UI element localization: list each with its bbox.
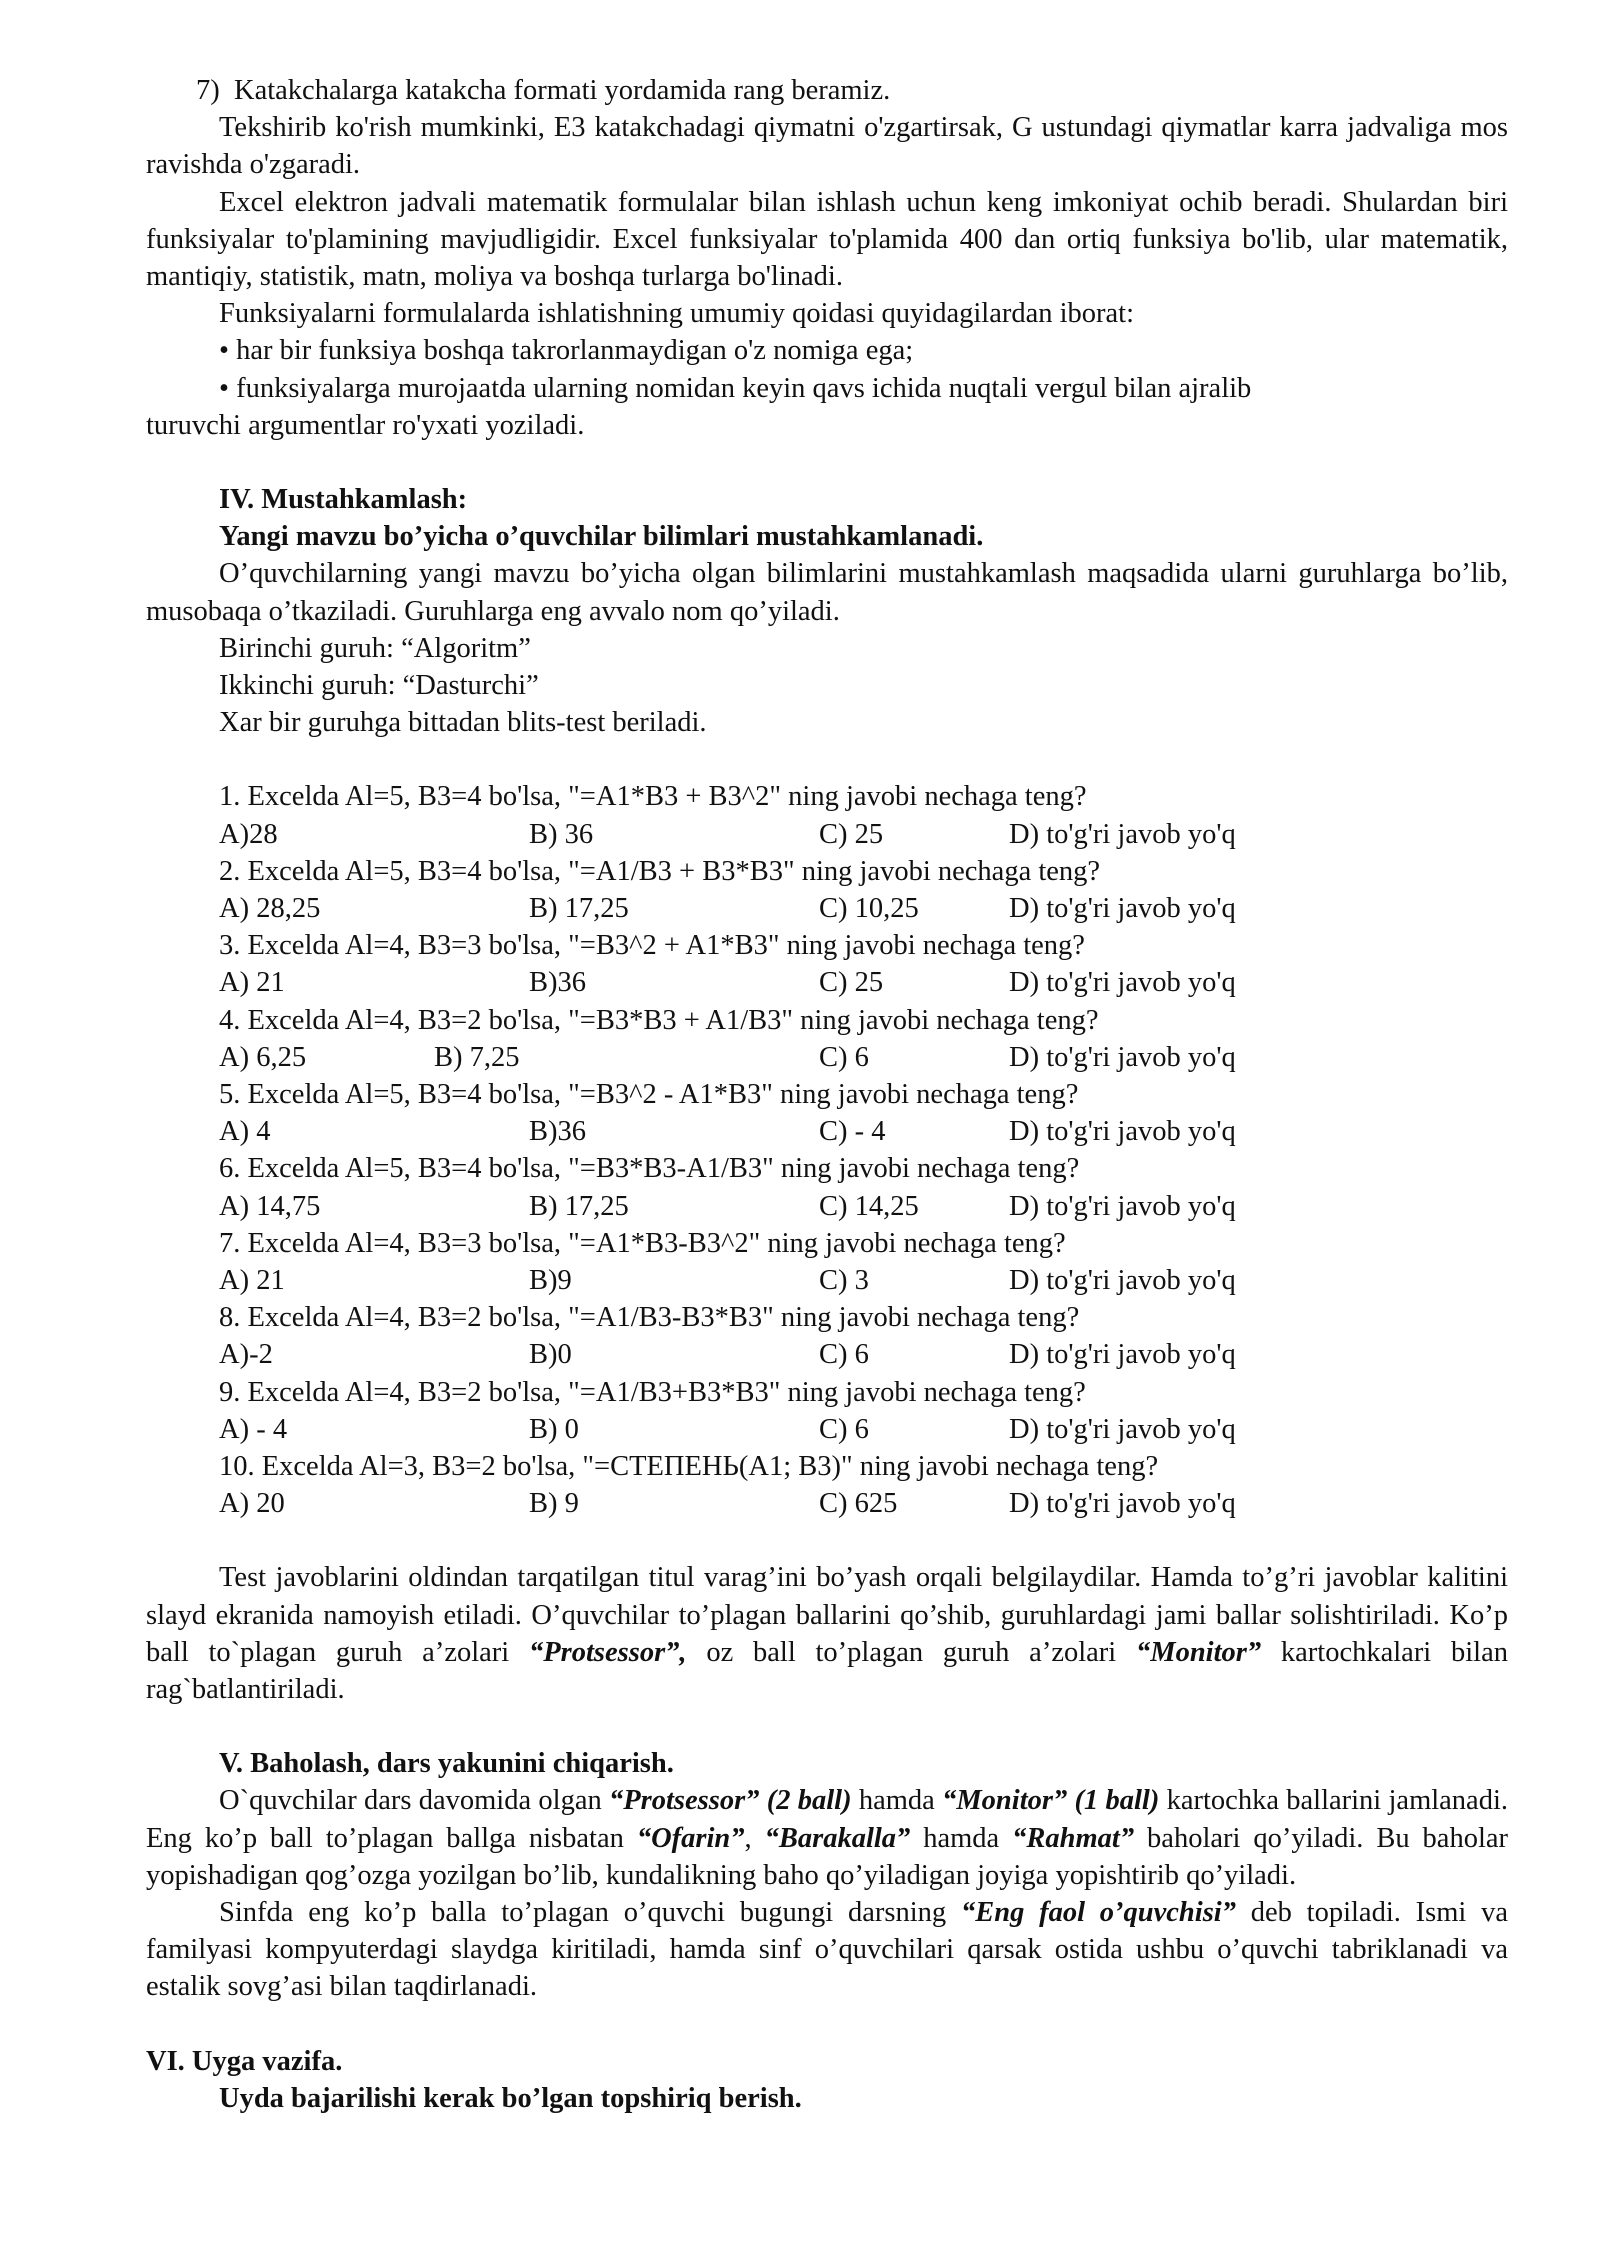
option-c: C) 3 — [819, 1265, 869, 1296]
text-run: Sinfda eng ko’p balla to’plagan o’quvchi bugungi darsning — [219, 1896, 961, 1928]
option-b: B) 0 — [529, 1413, 579, 1445]
option-c: C) 25 — [819, 967, 884, 999]
text-run: baholari qo’yiladi. Bu baholar yopishadigan qog’ozga yozilgan bo’lib, kundalikning baho qo’yiladigan joyiga yopishtirib qo’yiladi. — [146, 1822, 1509, 1891]
quiz-question: 3. Excelda Al=4, B3=3 bo'lsa, "=B3^2 + A1*B3" ning javobi nechaga teng? — [219, 930, 1085, 962]
quiz-question: 9. Excelda Al=4, B3=2 bo'lsa, "=A1/B3+B3*B3" ning javobi nechaga teng? — [219, 1376, 1086, 1408]
option-a: A) 14,75 — [219, 1190, 321, 1222]
option-d: D) to'g'ri javob yo'q — [1009, 967, 1236, 999]
quiz-options — [146, 964, 1508, 1001]
document-page — [146, 72, 1508, 2117]
text-run: oz ball to’plagan guruh a’zolari — [686, 1636, 1136, 1668]
quiz-options — [146, 1411, 1508, 1448]
quiz-question: 4. Excelda Al=4, B3=2 bo'lsa, "=B3*B3 + A1/B3" ning javobi nechaga teng? — [219, 1004, 1099, 1036]
text-run: kartochkalari bilan rag`batlantiriladi. — [146, 1636, 1508, 1705]
quiz-options — [146, 890, 1508, 927]
section-heading: VI. Uyga vazifa. — [146, 2045, 343, 2077]
option-c: C) 6 — [819, 1413, 869, 1445]
bullet-item: • funksiyalarga murojaatda ularning nomidan keyin qavs ichida nuqtali vergul bilan ajralib — [219, 372, 1252, 404]
option-b: B)36 — [529, 1116, 586, 1148]
quiz-list — [146, 778, 1508, 1522]
option-c: C) 625 — [819, 1488, 898, 1520]
option-a: A) - 4 — [219, 1413, 288, 1445]
quiz-options — [146, 1485, 1508, 1522]
quiz-question: 1. Excelda Al=5, B3=4 bo'lsa, "=A1*B3 + B3^2" ning javobi nechaga teng? — [219, 781, 1087, 813]
option-c: C) 25 — [819, 818, 884, 850]
section-heading: V. Baholash, dars yakunini chiqarish. — [219, 1748, 674, 1780]
section-subheading: Yangi mavzu bo’yicha o’quvchilar bilimlari mustahkamlanadi. — [219, 521, 984, 553]
quiz-options — [146, 1336, 1508, 1373]
bullet-item: • har bir funksiya boshqa takrorlanmaydigan o'z nomiga ega; — [219, 335, 914, 367]
option-c: C) 6 — [819, 1041, 869, 1073]
quiz-question: 7. Excelda Al=4, B3=3 bo'lsa, "=A1*B3-B3^2" ning javobi nechaga teng? — [219, 1227, 1066, 1259]
option-a: A) 20 — [219, 1488, 285, 1520]
quiz-options — [146, 816, 1508, 853]
option-d: D) to'g'ri javob yo'q — [1009, 1265, 1236, 1296]
option-a: A)28 — [219, 818, 278, 850]
grade-barakalla: “Barakalla” — [764, 1822, 911, 1854]
option-d: D) to'g'ri javob yo'q — [1009, 893, 1236, 925]
text-run: deb topiladi. Ismi va familyasi kompyuterdagi slaydga kiritiladi, hamda sinf o’quvchilari qarsak ostida ushbu o’quvchi tabriklanadi va estalik sovg’asi bilan taqdirlanadi. — [146, 1896, 1508, 2003]
quiz-question: 8. Excelda Al=4, B3=2 bo'lsa, "=A1/B3-B3*B3" ning javobi nechaga teng? — [219, 1302, 1080, 1334]
grade-rahmat: “Rahmat” — [1012, 1822, 1135, 1854]
title-eng-faol: “Eng faol o’quvchisi” — [960, 1896, 1236, 1928]
option-a: A) 4 — [219, 1116, 271, 1148]
quiz-options — [146, 1039, 1508, 1076]
option-d: D) to'g'ri javob yo'q — [1009, 1190, 1236, 1222]
paragraph: Funksiyalarni formulalarda ishlatishning umumiy qoidasi quyidagilardan iborat: — [219, 298, 1135, 330]
option-d: D) to'g'ri javob yo'q — [1009, 1339, 1236, 1371]
paragraph: Excel elektron jadvali matematik formulalar bilan ishlash uchun keng imkoniyat ochib beradi. Shulardan biri funksiyalar to'plamining mavjudligidir. Excel funksiyalar to'plamida 400 dan ortiq funksiya bo'lib, ular matematik, mantiqiy, statistik, matn, moliya va boshqa turlarga bo'linadi. — [146, 186, 1508, 293]
paragraph: O’quvchilarning yangi mavzu bo’yicha olgan bilimlarini mustahkamlash maqsadida ularni guruhlarga bo’lib, musobaqa o’tkaziladi. Guruhlarga eng avvalo nom qo’yiladi. — [146, 558, 1508, 627]
paragraph — [146, 1894, 1508, 2006]
option-b: B)36 — [529, 967, 586, 999]
option-d: D) to'g'ri javob yo'q — [1009, 1041, 1236, 1073]
card-name-protsessor: “Protsessor”, — [528, 1636, 687, 1668]
paragraph: Xar bir guruhga bittadan blits-test beriladi. — [219, 707, 707, 739]
option-d: D) to'g'ri javob yo'q — [1009, 1488, 1236, 1520]
group-name: Birinchi guruh: “Algoritm” — [219, 632, 531, 664]
option-d: D) to'g'ri javob yo'q — [1009, 1116, 1236, 1148]
quiz-options — [146, 1113, 1508, 1150]
quiz-question: 2. Excelda Al=5, B3=4 bo'lsa, "=A1/B3 + B3*B3" ning javobi nechaga teng? — [219, 855, 1101, 887]
option-b: B) 36 — [529, 818, 594, 850]
option-a: A) 21 — [219, 967, 285, 999]
option-a: A) 6,25 — [219, 1041, 307, 1073]
option-c: C) 6 — [819, 1339, 869, 1371]
option-b: B) 17,25 — [529, 1190, 629, 1222]
text-run: O`quvchilar dars davomida olgan — [219, 1785, 609, 1817]
paragraph: Tekshirib ko'rish mumkinki, E3 katakchadagi qiymatni o'zgartirsak, G ustundagi qiymatlar karra jadvaliga mos ravishda o'zgaradi. — [146, 112, 1508, 181]
quiz-question: 10. Excelda Al=3, B3=2 bo'lsa, "=СТЕПЕНЬ(A1; B3)" ning javobi nechaga teng? — [219, 1450, 1159, 1482]
quiz-options — [146, 1262, 1508, 1299]
option-a: A) 28,25 — [219, 893, 321, 925]
option-b: B) 9 — [529, 1488, 579, 1520]
quiz-question: 6. Excelda Al=5, B3=4 bo'lsa, "=B3*B3-A1/B3" ning javobi nechaga teng? — [219, 1153, 1080, 1185]
step-7: 7) Katakchalarga katakcha formati yordamida rang beramiz. — [196, 75, 891, 106]
option-d: D) to'g'ri javob yo'q — [1009, 818, 1236, 850]
section-subheading: Uyda bajarilishi kerak bo’lgan topshiriq berish. — [219, 2082, 802, 2114]
paragraph — [146, 1782, 1508, 1894]
bullet-item-continuation: turuvchi argumentlar ro'yxati yoziladi. — [146, 409, 585, 441]
option-c: C) 10,25 — [819, 893, 919, 925]
option-c: C) 14,25 — [819, 1190, 919, 1222]
option-b: B)9 — [529, 1265, 572, 1296]
text-run: kartochka ballarini jamlanadi. Eng ko’p ball to’plagan ballga nisbatan — [146, 1785, 1508, 1854]
quiz-question: 5. Excelda Al=5, B3=4 bo'lsa, "=B3^2 - A1*B3" ning javobi nechaga teng? — [219, 1079, 1079, 1111]
option-b: B) 17,25 — [529, 893, 629, 925]
section-heading: IV. Mustahkamlash: — [219, 484, 468, 516]
grade-ofarin: “Ofarin” — [636, 1822, 745, 1854]
text-run: , — [744, 1822, 765, 1854]
card-monitor: “Monitor” (1 ball) — [942, 1785, 1160, 1817]
option-d: D) to'g'ri javob yo'q — [1009, 1413, 1236, 1445]
paragraph — [146, 1559, 1508, 1708]
group-name: Ikkinchi guruh: “Dasturchi” — [219, 670, 539, 702]
quiz-options — [146, 1188, 1508, 1225]
option-a: A) 21 — [219, 1265, 285, 1296]
option-b: B) 7,25 — [434, 1041, 520, 1073]
card-name-monitor: “Monitor” — [1135, 1636, 1262, 1668]
option-b: B)0 — [529, 1339, 572, 1371]
text-run: hamda — [910, 1822, 1013, 1854]
option-a: A)-2 — [219, 1339, 273, 1371]
text-run: hamda — [851, 1785, 943, 1817]
text-run: Test javoblarini oldindan tarqatilgan titul varag’ini bo’yash orqali belgilaydilar. Hamda to’g’ri javoblar kalitini slayd ekranida namoyish etiladi. O’quvchilar to’plagan ballarini qo’shib, guruhlardagi jami ballar solishtiriladi. Ko’p ball to`plagan guruh a’zolari — [146, 1562, 1508, 1668]
option-c: C) - 4 — [819, 1116, 886, 1148]
card-protsessor: “Protsessor” (2 ball) — [609, 1785, 852, 1817]
